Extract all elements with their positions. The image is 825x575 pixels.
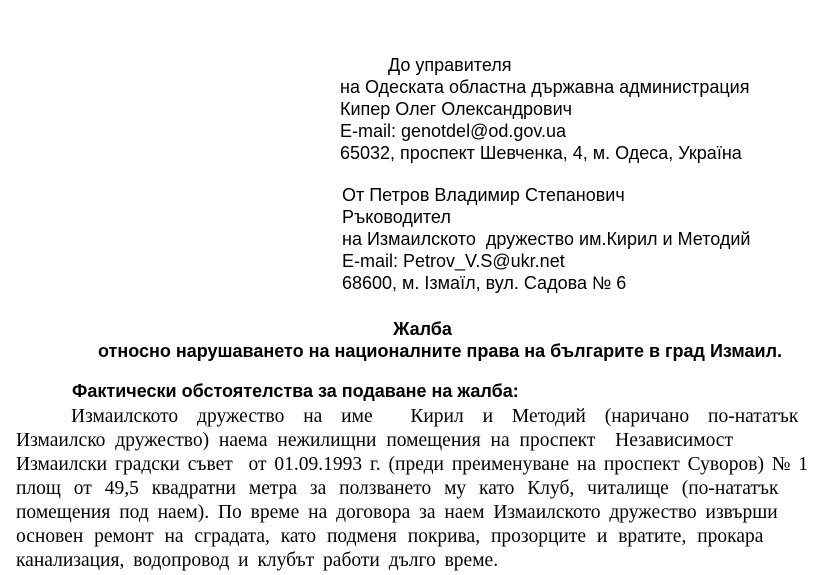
complaint-subtitle: относно нарушаването на националните права на българите в град Измаил. — [97, 341, 783, 361]
recipient-name: Кипер Олег Олександрович — [340, 99, 573, 119]
facts-line: Измаилско дружество) наема нежилищни помещения на проспект Независимост — [16, 430, 733, 451]
sender-organization: на Измаилското дружество им.Кирил и Методий — [342, 229, 751, 249]
sender-email: E-mail: Petrov_V.S@ukr.net — [342, 251, 565, 271]
facts-line: канализация, водопровод и клубът работи дълго време. — [16, 550, 499, 571]
facts-line: площ от 49,5 квадратни метра за ползването му като Клуб, читалище (по-нататък — [16, 478, 779, 499]
sender-from: От Петров Владимир Степанович — [342, 185, 625, 205]
recipient-block — [340, 54, 749, 164]
recipient-organization: на Одеската областна държавна администрация — [340, 77, 750, 97]
sender-address: 68600, м. Ізмаїл, вул. Садова № 6 — [342, 273, 627, 293]
recipient-title: До управителя — [388, 55, 512, 75]
facts-line: Измаилското дружество на име Кирил и Методий (наричано по-нататък — [71, 406, 799, 427]
sender-position: Ръководител — [342, 207, 451, 227]
complaint-title: Жалба — [393, 319, 452, 339]
facts-body — [16, 405, 825, 573]
facts-heading: Фактически обстоятелства за подаване на жалба: — [72, 381, 519, 401]
facts-line: Измаилски градски съвет от 01.09.1993 г. (преди преименуване на проспект Суворов) № 1 — [16, 454, 809, 475]
recipient-address: 65032, проспект Шевченка, 4, м. Одеса, Україна — [340, 143, 742, 163]
facts-line: помещения под наем). По време на договора за наем Измаилското дружество извърши — [16, 502, 778, 523]
sender-block — [342, 184, 751, 294]
recipient-email: E-mail: genotdel@od.gov.ua — [340, 121, 567, 141]
facts-line: основен ремонт на сградата, като подменя покрива, прозорците и вратите, прокара — [16, 526, 764, 547]
